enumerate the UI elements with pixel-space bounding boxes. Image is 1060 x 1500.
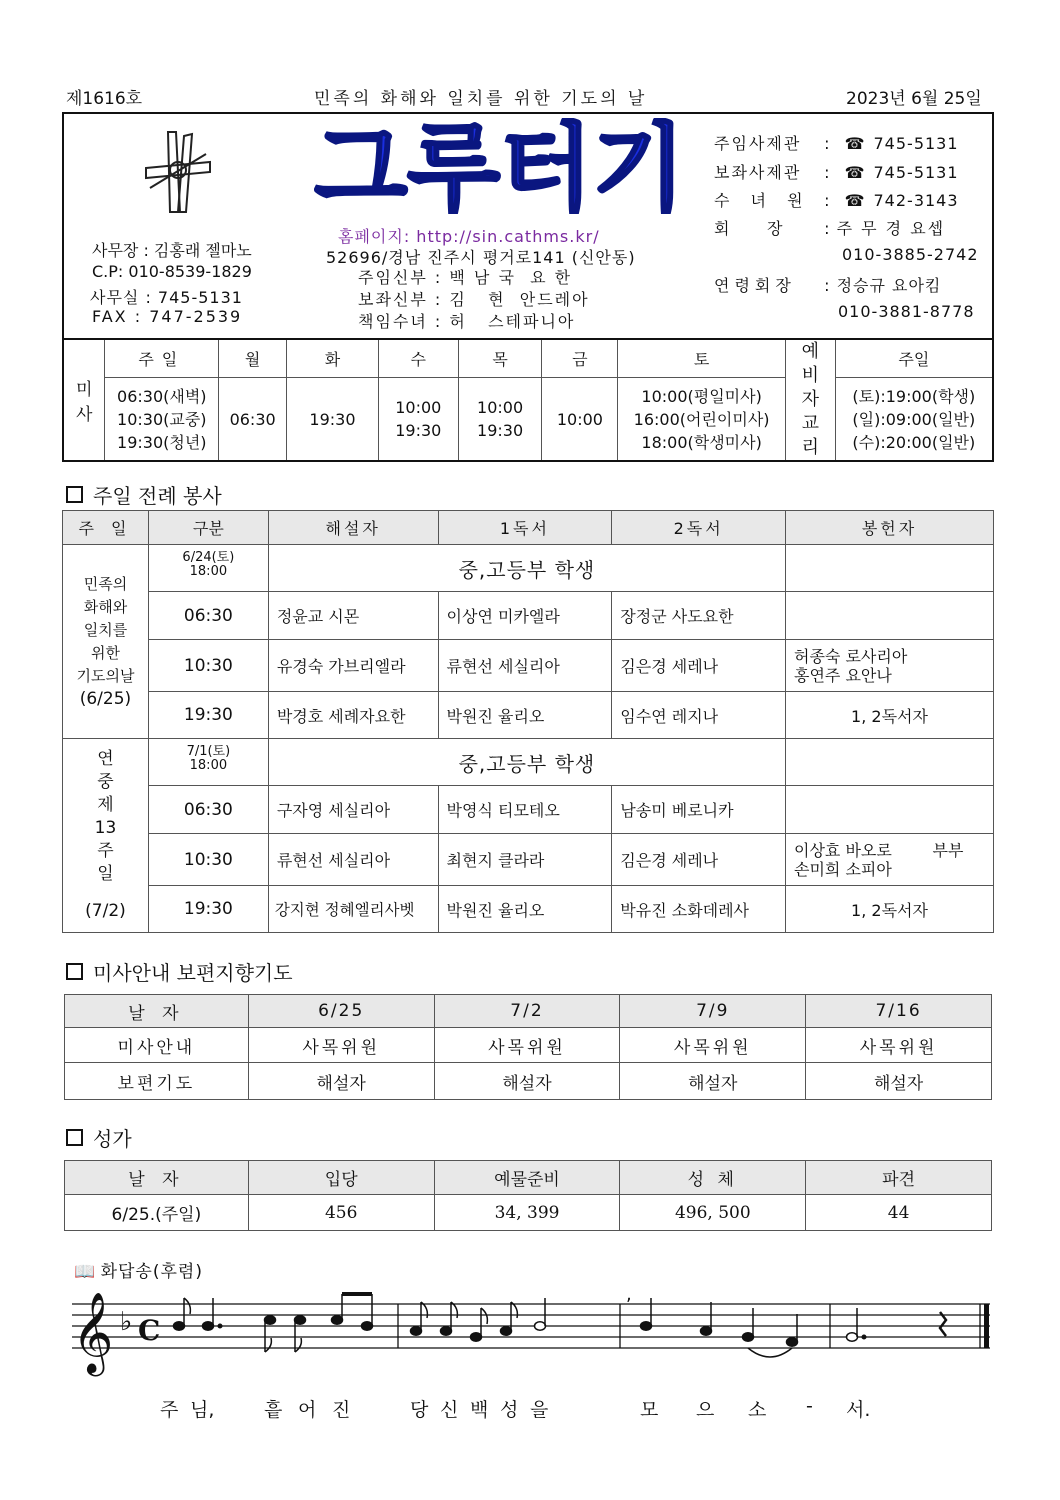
liturgy-time: 6/24(토) 18:00 [148, 545, 268, 592]
liturgy-cell [786, 640, 994, 692]
contact-value: 주 무 경 요셉 [836, 219, 946, 238]
office-fax: FAX : 747-2539 [92, 307, 243, 326]
office-phone: 사무실 : 745-5131 [90, 288, 243, 307]
mass-header-mon: 월 [219, 339, 287, 378]
section-liturgy-title: 주일 전례 봉사 [66, 480, 222, 509]
phone-icon: ☎ [844, 163, 866, 182]
intentions-cell: 사목위원 [248, 1028, 434, 1063]
lyric-syllable: 당 [410, 1399, 429, 1421]
liturgy-cell: 이상연 미카엘라 [438, 592, 612, 640]
homepage-link[interactable]: 홈페이지: http://sin.cathms.kr/ [338, 227, 600, 246]
liturgy-header: 2독서 [612, 511, 786, 545]
lyric-syllable: 소 [748, 1399, 767, 1421]
mass-header-sat: 토 [618, 339, 786, 378]
liturgy-cell [786, 545, 994, 592]
liturgy-time: 19:30 [148, 692, 268, 739]
lyric-syllable: 으 [696, 1399, 715, 1421]
parish-address: 52696/경남 진주시 평거로141 (신안동) [326, 248, 636, 267]
liturgy-time: 10:30 [148, 834, 268, 886]
liturgy-cell: 정윤교 시몬 [268, 592, 438, 640]
liturgy-offerer-2: 홍연주 요안나 [794, 665, 892, 685]
mass-schedule-table [62, 338, 994, 462]
hymns-cell: 34, 399 [434, 1195, 620, 1231]
liturgy-group-label: 연 중 제 13 주 일 (7/2) [63, 739, 149, 933]
intentions-cell: 해설자 [620, 1063, 806, 1100]
liturgy-cell: 김은경 세레나 [612, 834, 786, 886]
liturgy-cell: 박경호 세례자요한 [268, 692, 438, 739]
mass-header-thu: 목 [458, 339, 542, 378]
catechism-header-sunday: 주일 [835, 339, 993, 378]
liturgy-cell: 박원진 율리오 [438, 886, 612, 933]
hymns-date: 6/25.(주일) [65, 1195, 249, 1231]
liturgy-cell: 최현지 클라라 [438, 834, 612, 886]
liturgy-time: 7/1(토) 18:00 [148, 739, 268, 786]
lyric-syllable: 성 [500, 1399, 519, 1421]
hymns-header: 성 체 [620, 1161, 806, 1195]
intentions-header: 날 자 [65, 995, 249, 1028]
intentions-cell: 해설자 [434, 1063, 620, 1100]
psalm-title: 📖 화답송(후렴) [74, 1262, 203, 1282]
mass-header-tue: 화 [287, 339, 379, 378]
book-icon: 📖 [74, 1262, 96, 1282]
hymns-header: 입당 [248, 1161, 434, 1195]
clergy-role: 책임수녀 [358, 312, 428, 331]
liturgy-cell [786, 739, 994, 786]
masthead-title-logo [300, 118, 700, 214]
contact-label: 주임사제관 [714, 134, 802, 153]
liturgy-cell: 유경숙 가브리엘라 [268, 640, 438, 692]
intentions-cell: 사목위원 [434, 1028, 620, 1063]
section-hymns-title: 성가 [66, 1123, 132, 1152]
mass-label: 미사 [63, 339, 105, 461]
clergy-name: 김 현 안드레아 [449, 290, 590, 309]
liturgy-cell: 박영식 티모테오 [438, 786, 612, 834]
liturgy-cell: 박원진 율리오 [438, 692, 612, 739]
liturgy-header: 해설자 [268, 511, 438, 545]
clergy-role: 주임신부 [358, 268, 428, 287]
liturgy-header: 1독서 [438, 511, 612, 545]
checkbox-square-icon [66, 486, 83, 503]
liturgy-header: 구분 [148, 511, 268, 545]
intentions-header: 7/2 [434, 995, 620, 1028]
liturgy-header: 주 일 [63, 511, 149, 545]
liturgy-offerer-2: 손미희 소피아 [794, 859, 892, 879]
contact-label: 연령회장 [714, 276, 796, 295]
clergy-role: 보좌신부 [358, 290, 428, 309]
hymns-cell: 496, 500 [620, 1195, 806, 1231]
liturgy-offerer-1: 이상효 바오로 부부 [794, 840, 964, 860]
issue-number: 제1616호 [66, 89, 143, 109]
contact-value: 정승규 요아킴 [836, 276, 942, 295]
lyric-syllable: 을 [530, 1399, 549, 1421]
hymns-cell: 456 [248, 1195, 434, 1231]
liturgy-merged-cell: 중,고등부 학생 [268, 545, 785, 592]
contact-label: 보좌사제관 [714, 163, 802, 182]
liturgy-time: 10:30 [148, 640, 268, 692]
hymns-table [64, 1160, 992, 1231]
svg-text:♭: ♭ [120, 1307, 133, 1337]
intentions-header: 6/25 [248, 995, 434, 1028]
liturgy-cell: 박유진 소화데레사 [612, 886, 786, 933]
hymns-header: 예물준비 [434, 1161, 620, 1195]
office-cellphone: C.P: 010-8539-1829 [92, 262, 252, 281]
intentions-row-label: 미사안내 [65, 1028, 249, 1063]
mass-wed-times: 10:00 19:30 [378, 378, 458, 461]
lyric-syllable: 흩 [264, 1399, 283, 1421]
svg-text:𝄞: 𝄞 [72, 1291, 114, 1373]
liturgy-offerer-1: 허종숙 로사리아 [794, 646, 908, 666]
lyric-syllable: 어 [298, 1399, 317, 1421]
mass-tue-time: 19:30 [287, 378, 379, 461]
lyric-syllable: 진 [332, 1399, 351, 1421]
mass-header-wed: 수 [378, 339, 458, 378]
office-manager: 사무장 : 김홍래 젤마노 [92, 241, 252, 260]
liturgy-time: 06:30 [148, 592, 268, 640]
liturgy-cell: 류현선 세실리아 [268, 834, 438, 886]
lyric-syllable: 주 [160, 1399, 179, 1421]
intentions-cell: 사목위원 [806, 1028, 992, 1063]
intentions-header: 7/9 [620, 995, 806, 1028]
liturgy-time: 19:30 [148, 886, 268, 933]
phone-icon: ☎ [844, 134, 866, 153]
liturgy-cell: 류현선 세실리아 [438, 640, 612, 692]
checkbox-square-icon [66, 963, 83, 980]
lyric-syllable: - [806, 1395, 813, 1417]
clergy-name: 백 남 국 요 한 [449, 268, 573, 287]
catechism-label: 예 비 자 교 리 [785, 339, 835, 461]
checkbox-square-icon [66, 1129, 83, 1146]
contact-label: 수 녀 원 [714, 191, 811, 210]
mass-header-fri: 금 [542, 339, 618, 378]
liturgy-merged-cell: 중,고등부 학생 [268, 739, 785, 786]
lyric-syllable: 서. [846, 1399, 871, 1421]
contact-value: 010-3881-8778 [838, 302, 975, 321]
liturgy-group-label: 민족의 화해와 일치를 위한 기도의날 (6/25) [63, 545, 149, 739]
contact-value: 010-3885-2742 [842, 245, 979, 264]
contact-label: 회 장 [714, 219, 784, 238]
mass-header-sunday: 주일 [105, 339, 219, 378]
hymns-header: 날 자 [65, 1161, 249, 1195]
issue-date: 2023년 6월 25일 [846, 89, 982, 109]
mass-thu-times: 10:00 19:30 [458, 378, 542, 461]
liturgy-cell: 김은경 세레나 [612, 640, 786, 692]
intentions-cell: 사목위원 [620, 1028, 806, 1063]
intentions-table [64, 994, 992, 1100]
mass-sunday-times: 06:30(새벽) 10:30(교중) 19:30(청년) [105, 378, 219, 461]
clergy-name: 허 스테파니아 [449, 312, 576, 331]
intentions-cell: 해설자 [806, 1063, 992, 1100]
liturgy-cell: 구자영 세실리아 [268, 786, 438, 834]
liturgy-cell: 남송미 베로니카 [612, 786, 786, 834]
liturgy-cell: 1, 2독서자 [786, 692, 994, 739]
contact-value: 745-5131 [873, 134, 959, 153]
contact-value: 742-3143 [873, 191, 959, 210]
intentions-header: 7/16 [806, 995, 992, 1028]
section-intentions-title: 미사안내 보편지향기도 [66, 957, 293, 986]
svg-text:그루터기: 그루터기 [314, 118, 686, 214]
issue-theme: 민족의 화해와 일치를 위한 기도의 날 [314, 89, 648, 109]
cross-emblem-icon [140, 128, 216, 216]
hymns-header: 파견 [806, 1161, 992, 1195]
intentions-row-label: 보편기도 [65, 1063, 249, 1100]
liturgy-cell: 장정군 사도요한 [612, 592, 786, 640]
contact-value: 745-5131 [873, 163, 959, 182]
catechism-times: (토):19:00(학생) (일):09:00(일반) (수):20:00(일반) [835, 378, 993, 461]
lyric-syllable: 님, [190, 1399, 215, 1421]
liturgy-cell: 1, 2독서자 [786, 886, 994, 933]
liturgy-cell: 강지현 정혜엘리사벳 [268, 886, 438, 933]
liturgy-time: 06:30 [148, 786, 268, 834]
svg-text:C: C [138, 1314, 161, 1347]
liturgy-table [62, 510, 994, 933]
liturgy-cell [786, 834, 994, 886]
liturgy-cell: 임수연 레지나 [612, 692, 786, 739]
phone-icon: ☎ [844, 191, 866, 210]
intentions-cell: 해설자 [248, 1063, 434, 1100]
lyric-syllable: 신 [440, 1399, 459, 1421]
lyric-syllable: 모 [640, 1399, 659, 1421]
mass-mon-time: 06:30 [219, 378, 287, 461]
mass-sat-times: 10:00(평일미사) 16:00(어린이미사) 18:00(학생미사) [618, 378, 786, 461]
liturgy-cell [786, 592, 994, 640]
lyric-syllable: 백 [470, 1399, 489, 1421]
psalm-music-staff [62, 1282, 998, 1392]
hymns-cell: 44 [806, 1195, 992, 1231]
svg-text:,: , [626, 1284, 632, 1305]
mass-fri-time: 10:00 [542, 378, 618, 461]
liturgy-header: 봉헌자 [786, 511, 994, 545]
liturgy-cell [786, 786, 994, 834]
